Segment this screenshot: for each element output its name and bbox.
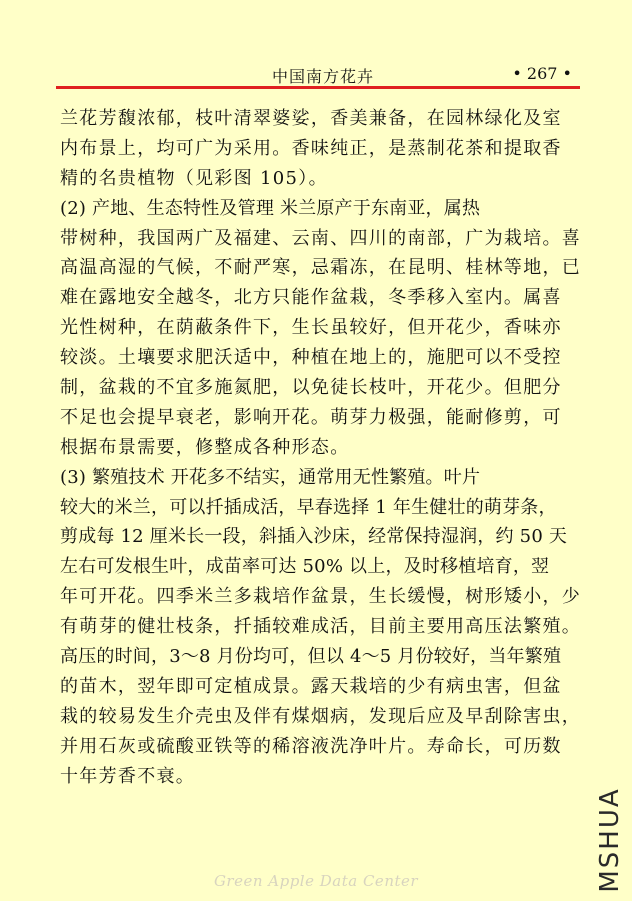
paragraph-start-line: (2) 产地、生态特性及管理 米兰原产于东南亚，属热 <box>60 197 481 219</box>
page-header <box>56 60 580 86</box>
text-line: 的苗木，翌年即可定植成景。露天栽培的少有病虫害，但盆 <box>60 675 562 697</box>
side-watermark-text: MSHUA <box>595 787 625 893</box>
bottom-watermark: Green Apple Data Center <box>213 872 419 890</box>
text-line: 高压的时间，3～8 月份均可，但以 4～5 月份较好，当年繁殖 <box>60 646 562 668</box>
text-line: 栽的较易发生介壳虫及伴有煤烟病，发现后应及早刮除害虫， <box>60 705 582 727</box>
text-line: 并用石灰或硫酸亚铁等的稀溶液洗净叶片。寿命长，可历数 <box>60 735 562 757</box>
running-title: 中国南方花卉 <box>272 67 375 86</box>
text-line: 不足也会提早衰老，影响开花。萌芽力极强，能耐修剪，可 <box>60 406 562 428</box>
text-line: 较大的米兰，可以扦插成活，早春选择 1 年生健壮的萌芽条， <box>60 496 557 518</box>
text-line: 根据布景需要，修整成各种形态。 <box>60 436 350 458</box>
header-rule <box>56 86 580 89</box>
text-line: 有萌芽的健壮枝条，扦插较难成活，目前主要用高压法繁殖。 <box>60 616 582 638</box>
text-line: 剪成每 12 厘米长一段，斜插入沙床，经常保持湿润，约 50 天 <box>60 526 568 548</box>
text-line: 带树种，我国两广及福建、云南、四川的南部，广为栽培。喜 <box>60 227 582 249</box>
paragraph-start-line: (3) 繁殖技术 开花多不结实，通常用无性繁殖。叶片 <box>60 466 481 488</box>
text-line: 兰花芳馥浓郁，枝叶清翠婆娑，香美兼备，在园林绿化及室 <box>60 108 562 129</box>
body-text <box>60 104 588 791</box>
text-line: 制，盆栽的不宜多施氮肥，以免徒长枝叶，开花少。但肥分 <box>60 377 562 399</box>
text-line: 精的名贵植物（见彩图 105）。 <box>60 167 328 189</box>
page-number: • 267 • <box>512 64 572 83</box>
text-line: 内布景上，均可广为采用。香味纯正，是蒸制花茶和提取香 <box>60 137 562 159</box>
text-line: 年可开花。四季米兰多栽培作盆景，生长缓慢，树形矮小，少 <box>60 586 582 608</box>
text-line: 高温高湿的气候，不耐严寒，忌霜冻，在昆明、桂林等地，已 <box>60 257 582 279</box>
text-line: 难在露地安全越冬，北方只能作盆栽，冬季移入室内。属喜 <box>60 287 562 309</box>
text-line: 左右可发根生叶，成苗率可达 50% 以上，及时移植培育，翌 <box>60 556 550 578</box>
text-line: 十年芳香不衰。 <box>60 765 196 787</box>
text-line: 光性树种，在荫蔽条件下，生长虽较好，但开花少，香味亦 <box>60 317 562 339</box>
text-line: 较淡。土壤要求肥沃适中，种植在地上的，施肥可以不受控 <box>60 347 562 369</box>
